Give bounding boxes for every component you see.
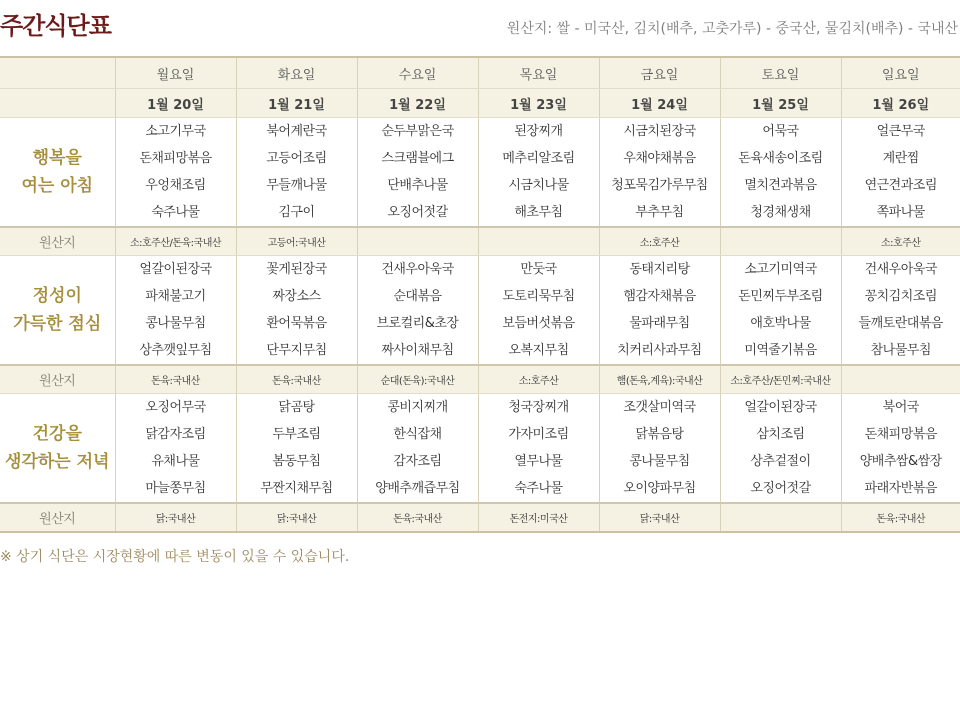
- dish-item: 북어국: [882, 400, 919, 415]
- corner-cell: [0, 89, 115, 118]
- dish-item: 열무나물: [514, 454, 563, 469]
- day-header: 금요일: [599, 57, 720, 89]
- meal-label-line1: 정성이: [32, 286, 82, 306]
- dish-item: 돈육새송이조림: [738, 151, 823, 166]
- dish-item: 돈민찌두부조림: [738, 289, 823, 304]
- meal-cell: [478, 394, 599, 504]
- dish-item: 북어계란국: [266, 124, 327, 139]
- dish-item: 두부조림: [272, 427, 321, 442]
- dish-item: 무짠지채무침: [260, 481, 333, 496]
- dish-item: 멸치견과볶음: [744, 178, 817, 193]
- meal-label-line2: 생각하는 저녁: [5, 452, 110, 472]
- meal-cell: [115, 394, 236, 504]
- meal-cell: [357, 394, 478, 504]
- origin-row-label: 원산지: [0, 365, 115, 394]
- origin-row-label: 원산지: [0, 227, 115, 256]
- meal-cell: [720, 256, 841, 366]
- dish-item: 얼갈이된장국: [744, 400, 817, 415]
- origin-row-label: 원산지: [0, 503, 115, 532]
- day-header: 화요일: [236, 57, 357, 89]
- day-header: 토요일: [720, 57, 841, 89]
- dish-item: 도토리묵무침: [502, 289, 575, 304]
- dish-item: 고등어조림: [266, 151, 327, 166]
- meal-cell: [599, 118, 720, 228]
- dish-item: 얼큰무국: [876, 124, 925, 139]
- date-header-row: [0, 89, 960, 118]
- meal-label-line1: 건강을: [32, 424, 82, 444]
- date-header: 1월 26일: [841, 89, 960, 118]
- origin-cell: 소:호주산: [599, 227, 720, 256]
- dish-item: 무들깨나물: [266, 178, 327, 193]
- dish-item: 닭볶음탕: [635, 427, 684, 442]
- meal-cell: [599, 256, 720, 366]
- meal-row: [0, 394, 960, 504]
- origin-cell: 소:호주산: [841, 227, 960, 256]
- origin-cell: 돈육:국내산: [236, 365, 357, 394]
- meal-cell: [478, 256, 599, 366]
- origin-cell: 돈육:국내산: [841, 503, 960, 532]
- dish-item: 미역줄기볶음: [744, 343, 817, 358]
- dish-item: 햄감자채볶음: [623, 289, 696, 304]
- dish-item: 숙주나물: [514, 481, 563, 496]
- meal-cell: [236, 394, 357, 504]
- origin-cell: 돈육:국내산: [115, 365, 236, 394]
- dish-item: 환어묵볶음: [266, 316, 327, 331]
- dish-item: 오징어젓갈: [750, 481, 811, 496]
- dish-item: 순대볶음: [393, 289, 442, 304]
- menu-table: [0, 56, 960, 533]
- origin-cell: [720, 227, 841, 256]
- dish-item: 브로컬리&초장: [376, 316, 459, 331]
- meal-cell: [841, 256, 960, 366]
- dish-item: 파채불고기: [145, 289, 206, 304]
- dish-item: 단무지무침: [266, 343, 327, 358]
- dish-item: 마늘쫑무침: [145, 481, 206, 496]
- dish-item: 쪽파나물: [876, 205, 925, 220]
- origin-row: [0, 365, 960, 394]
- date-header: 1월 24일: [599, 89, 720, 118]
- meal-row: [0, 118, 960, 228]
- dish-item: 만둣국: [520, 262, 557, 277]
- origin-cell: 소:호주산/돈육:국내산: [115, 227, 236, 256]
- origin-cell: [720, 503, 841, 532]
- dish-item: 청국장찌개: [508, 400, 569, 415]
- meal-cell: [841, 394, 960, 504]
- dish-item: 건새우아욱국: [864, 262, 937, 277]
- dish-item: 김구이: [278, 205, 315, 220]
- footnote: ※ 상기 식단은 시장현황에 따른 변동이 있을 수 있습니다.: [0, 549, 350, 565]
- dish-item: 한식잡채: [393, 427, 442, 442]
- day-header-row: [0, 57, 960, 89]
- dish-item: 연근견과조림: [864, 178, 937, 193]
- origin-cell: 햄(돈육,계육):국내산: [599, 365, 720, 394]
- meal-cell: [115, 118, 236, 228]
- origin-cell: [478, 227, 599, 256]
- origin-cell: [357, 227, 478, 256]
- dish-item: 짜사이채무침: [381, 343, 454, 358]
- meal-cell: [357, 256, 478, 366]
- dish-item: 콩나물무침: [145, 316, 206, 331]
- dish-item: 들깨토란대볶음: [858, 316, 943, 331]
- meal-label: [0, 118, 115, 228]
- dish-item: 감자조림: [393, 454, 442, 469]
- dish-item: 청경채생채: [750, 205, 811, 220]
- origin-cell: 소:호주산/돈민찌:국내산: [720, 365, 841, 394]
- origin-cell: 소:호주산: [478, 365, 599, 394]
- meal-cell: [115, 256, 236, 366]
- dish-item: 우엉채조림: [145, 178, 206, 193]
- meal-label-line1: 행복을: [32, 148, 82, 168]
- meal-cell: [841, 118, 960, 228]
- origin-cell: 닭:국내산: [236, 503, 357, 532]
- dish-item: 해초무침: [514, 205, 563, 220]
- dish-item: 오이양파무침: [623, 481, 696, 496]
- dish-item: 상추깻잎무침: [139, 343, 212, 358]
- dish-item: 참나물무침: [870, 343, 931, 358]
- dish-item: 애호박나물: [750, 316, 811, 331]
- dish-item: 얼갈이된장국: [139, 262, 212, 277]
- origin-cell: 닭:국내산: [115, 503, 236, 532]
- dish-item: 조갯살미역국: [623, 400, 696, 415]
- meal-cell: [236, 256, 357, 366]
- meal-cell: [357, 118, 478, 228]
- meal-label-line2: 가득한 점심: [13, 314, 102, 334]
- corner-cell: [0, 57, 115, 89]
- origin-cell: 닭:국내산: [599, 503, 720, 532]
- meal-cell: [599, 394, 720, 504]
- dish-item: 스크램블에그: [381, 151, 454, 166]
- origin-cell: 돈전지:미국산: [478, 503, 599, 532]
- page-title: 주간식단표: [0, 12, 111, 40]
- dish-item: 콩나물무침: [629, 454, 690, 469]
- dish-item: 돈채피망볶음: [139, 151, 212, 166]
- dish-item: 시금치나물: [508, 178, 569, 193]
- dish-item: 건새우아욱국: [381, 262, 454, 277]
- date-header: 1월 22일: [357, 89, 478, 118]
- dish-item: 메추리알조림: [502, 151, 575, 166]
- dish-item: 짜장소스: [272, 289, 321, 304]
- dish-item: 보듬버섯볶음: [502, 316, 575, 331]
- dish-item: 오징어젓갈: [387, 205, 448, 220]
- day-header: 목요일: [478, 57, 599, 89]
- meal-cell: [478, 118, 599, 228]
- meal-cell: [236, 118, 357, 228]
- dish-item: 부추무침: [635, 205, 684, 220]
- dish-item: 봄동무침: [272, 454, 321, 469]
- meal-cell: [720, 394, 841, 504]
- origin-row: [0, 503, 960, 532]
- day-header: 월요일: [115, 57, 236, 89]
- dish-item: 계란찜: [882, 151, 919, 166]
- dish-item: 꽃게된장국: [266, 262, 327, 277]
- meal-row: [0, 256, 960, 366]
- dish-item: 동태지리탕: [629, 262, 690, 277]
- dish-item: 치커리사과무침: [617, 343, 702, 358]
- day-header: 일요일: [841, 57, 960, 89]
- dish-item: 상추겉절이: [750, 454, 811, 469]
- dish-item: 양배추쌈&쌈장: [859, 454, 942, 469]
- meal-label: [0, 394, 115, 504]
- dish-item: 양배추깨즙무침: [375, 481, 460, 496]
- meal-label-line2: 여는 아침: [21, 176, 94, 196]
- dish-item: 시금치된장국: [623, 124, 696, 139]
- dish-item: 단배추나물: [387, 178, 448, 193]
- dish-item: 꽁치김치조림: [864, 289, 937, 304]
- origin-note: 원산지: 쌀 - 미국산, 김치(배추, 고춧가루) - 중국산, 물김치(배추) - 국내산: [506, 21, 958, 37]
- meal-label: [0, 256, 115, 366]
- origin-cell: 돈육:국내산: [357, 503, 478, 532]
- origin-cell: [841, 365, 960, 394]
- dish-item: 오징어무국: [145, 400, 206, 415]
- meal-cell: [720, 118, 841, 228]
- date-header: 1월 23일: [478, 89, 599, 118]
- dish-item: 닭곰탕: [278, 400, 315, 415]
- dish-item: 오복지무침: [508, 343, 569, 358]
- origin-row: [0, 227, 960, 256]
- dish-item: 순두부맑은국: [381, 124, 454, 139]
- dish-item: 소고기미역국: [744, 262, 817, 277]
- origin-cell: 고등어:국내산: [236, 227, 357, 256]
- dish-item: 청포묵김가루무침: [611, 178, 708, 193]
- dish-item: 물파래무침: [629, 316, 690, 331]
- dish-item: 된장찌개: [514, 124, 563, 139]
- dish-item: 파래자반볶음: [864, 481, 937, 496]
- dish-item: 어묵국: [762, 124, 799, 139]
- dish-item: 소고기무국: [145, 124, 206, 139]
- origin-cell: 순대(돈육):국내산: [357, 365, 478, 394]
- dish-item: 우채야채볶음: [623, 151, 696, 166]
- day-header: 수요일: [357, 57, 478, 89]
- dish-item: 가자미조림: [508, 427, 569, 442]
- date-header: 1월 21일: [236, 89, 357, 118]
- dish-item: 닭감자조림: [145, 427, 206, 442]
- dish-item: 삼치조림: [756, 427, 805, 442]
- dish-item: 유채나물: [151, 454, 200, 469]
- date-header: 1월 25일: [720, 89, 841, 118]
- dish-item: 돈채피망볶음: [864, 427, 937, 442]
- dish-item: 숙주나물: [151, 205, 200, 220]
- date-header: 1월 20일: [115, 89, 236, 118]
- dish-item: 콩비지찌개: [387, 400, 448, 415]
